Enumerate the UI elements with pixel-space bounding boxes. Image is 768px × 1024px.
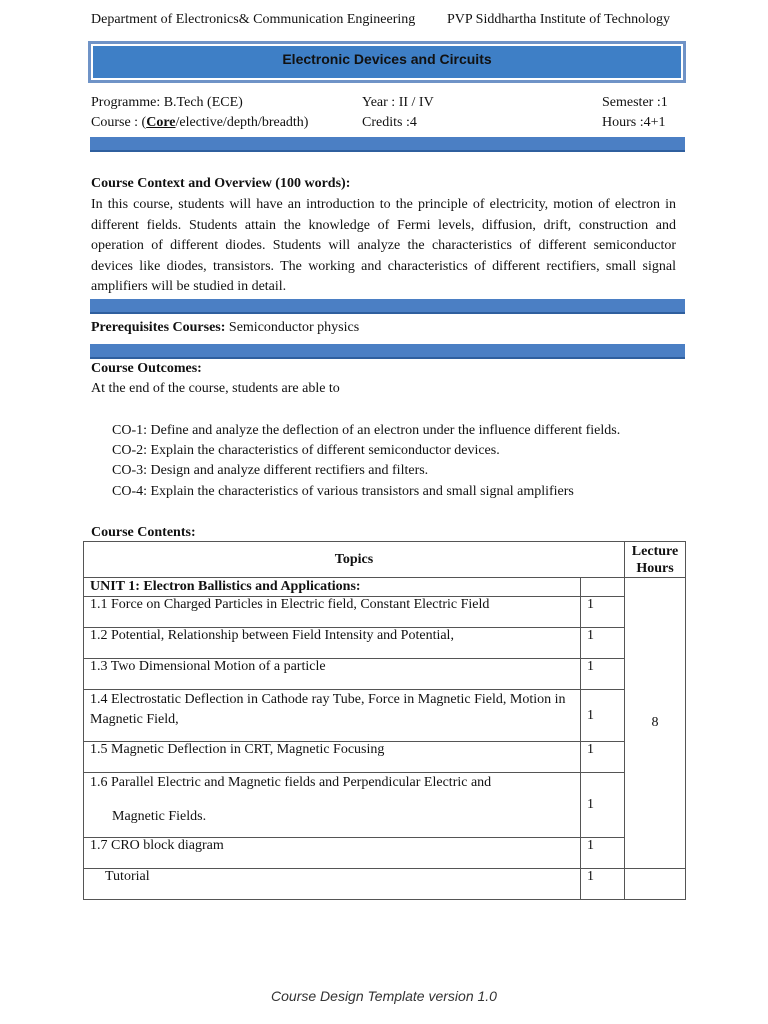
unit-title: UNIT 1: Electron Ballistics and Applications: — [84, 578, 581, 597]
footer-version: Course Design Template version 1.0 — [271, 988, 497, 1004]
outcome-item: CO-4: Explain the characteristics of various transistors and small signal amplifiers — [112, 484, 574, 499]
programme: Programme: B.Tech (ECE) — [91, 95, 243, 110]
outcome-item: CO-3: Design and analyze different rectifiers and filters. — [112, 463, 429, 478]
course-contents-table — [83, 541, 686, 900]
table-row — [84, 838, 686, 869]
tutorial-row — [84, 869, 686, 900]
context-heading: Course Context and Overview (100 words): — [91, 176, 351, 191]
hours-cell: 1 — [581, 690, 625, 742]
hours-cell: 1 — [581, 742, 625, 773]
outcome-item: CO-1: Define and analyze the deflection of an electron under the influence different fields. — [112, 423, 621, 438]
table-row — [84, 597, 686, 628]
table-row — [84, 690, 686, 742]
hours: Hours :4+1 — [602, 115, 666, 130]
unit-total-hours: 8 — [624, 578, 685, 869]
course-type — [91, 115, 308, 131]
topic-cell: 1.5 Magnetic Deflection in CRT, Magnetic Focusing — [84, 742, 581, 773]
section-divider — [90, 137, 685, 152]
lecture-header-line1: Lecture — [631, 543, 679, 559]
hours-cell: 1 — [581, 597, 625, 628]
unit-row — [84, 578, 686, 597]
table-row — [84, 742, 686, 773]
table-header-row — [84, 542, 686, 578]
year: Year : II / IV — [362, 95, 434, 110]
course-title: Electronic Devices and Circuits — [282, 51, 492, 67]
section-divider — [90, 344, 685, 359]
semester: Semester :1 — [602, 95, 668, 110]
lecture-header-line2: Hours — [636, 560, 674, 576]
topic-cell: 1.7 CRO block diagram — [84, 838, 581, 869]
hours-cell: 1 — [581, 659, 625, 690]
tutorial-hours-cell: 1 — [581, 869, 625, 900]
topic-line: 1.6 Parallel Electric and Magnetic fields and Perpendicular Electric and — [90, 775, 492, 790]
department-name: Department of Electronics& Communication Engineering — [91, 12, 416, 27]
topic-cell — [84, 773, 581, 838]
institute-name: PVP Siddhartha Institute of Technology — [447, 12, 671, 27]
unit-hours-cell — [581, 578, 625, 597]
topic-cell: 1.3 Two Dimensional Motion of a particle — [84, 659, 581, 690]
table-row — [84, 773, 686, 838]
context-text: In this course, students will have an introduction to the principle of electricity, motion of electron in different fields. Students attain the knowledge of Fermi levels, diffusion, drift, construction and operation of different diodes. Students will analyze the characteristics of different semiconductor devices like diodes, transistors. The working and characteristics of different rectifiers, small signal amplifiers will be studied in detail. — [91, 197, 676, 294]
tutorial-cell: Tutorial — [84, 869, 581, 900]
topic-cell: 1.2 Potential, Relationship between Field Intensity and Potential, — [84, 628, 581, 659]
topic-cell: 1.4 Electrostatic Deflection in Cathode ray Tube, Force in Magnetic Field, Motion in Magnetic Field, — [84, 690, 581, 742]
credits: Credits :4 — [362, 115, 417, 130]
outcomes-intro: At the end of the course, students are able to — [91, 381, 340, 396]
tutorial-total-cell — [624, 869, 685, 900]
course-type-core: Core — [146, 115, 176, 130]
hours-cell: 1 — [581, 773, 625, 838]
contents-heading: Course Contents: — [91, 525, 196, 540]
prerequisites-value: Semiconductor physics — [225, 320, 360, 335]
hours-cell: 1 — [581, 628, 625, 659]
lecture-hours-header — [624, 542, 685, 578]
course-type-prefix: Course : ( — [91, 115, 147, 130]
hours-cell: 1 — [581, 838, 625, 869]
prerequisites-label: Prerequisites Courses: — [91, 320, 226, 335]
prerequisites — [91, 320, 359, 336]
topic-cell: 1.1 Force on Charged Particles in Electric field, Constant Electric Field — [84, 597, 581, 628]
outcome-item: CO-2: Explain the characteristics of different semiconductor devices. — [112, 443, 500, 458]
outcomes-heading: Course Outcomes: — [91, 361, 202, 376]
table-row — [84, 659, 686, 690]
topic-line-continued: Magnetic Fields. — [112, 809, 207, 824]
course-type-suffix: /elective/depth/breadth) — [175, 115, 309, 130]
course-title-banner — [88, 41, 686, 83]
topics-header: Topics — [84, 542, 625, 578]
section-divider — [90, 299, 685, 314]
table-row — [84, 628, 686, 659]
